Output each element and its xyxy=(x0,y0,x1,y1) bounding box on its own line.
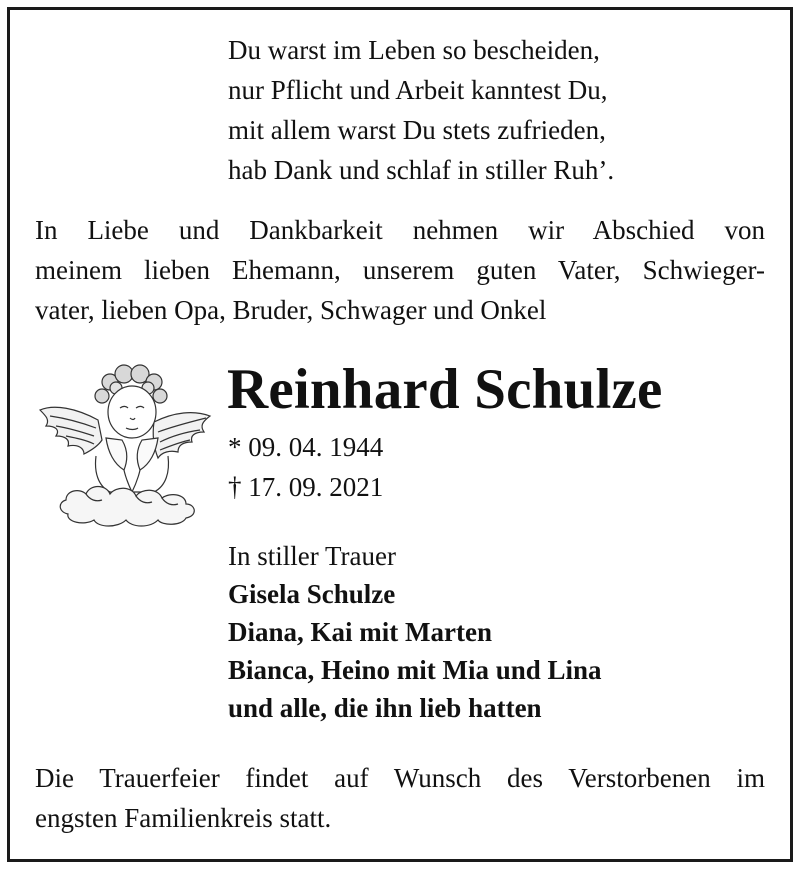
mourners-block xyxy=(228,537,602,727)
poem-line: mit allem warst Du stets zufrieden, xyxy=(228,115,606,145)
mourner-name: Bianca, Heino mit Mia und Lina xyxy=(228,655,602,685)
closing-line: Die Trauerfeier findet auf Wunsch des Verstorbenen im xyxy=(35,763,765,793)
life-dates xyxy=(228,427,383,507)
closing-line: engsten Familienkreis statt. xyxy=(35,803,332,833)
cherub-angel-icon xyxy=(36,360,214,530)
poem-line: Du warst im Leben so bescheiden, xyxy=(228,35,600,65)
mourner-name: Gisela Schulze xyxy=(228,579,396,609)
death-date: † 17. 09. 2021 xyxy=(228,472,384,502)
poem-line: nur Pflicht und Arbeit kanntest Du, xyxy=(228,75,608,105)
birth-date: * 09. 04. 1944 xyxy=(228,432,384,462)
intro-line: meinem lieben Ehemann, unserem guten Vater, Schwieger- xyxy=(35,255,765,285)
intro-line: vater, lieben Opa, Bruder, Schwager und Onkel xyxy=(35,295,547,325)
poem xyxy=(228,30,614,190)
mourner-name: und alle, die ihn lieb hatten xyxy=(228,693,542,723)
intro-line: In Liebe und Dankbarkeit nehmen wir Abschied von xyxy=(35,215,765,245)
mourner-name: Diana, Kai mit Marten xyxy=(228,617,492,647)
deceased-name: Reinhard Schulze xyxy=(227,358,663,421)
poem-line: hab Dank und schlaf in stiller Ruh’. xyxy=(228,155,615,185)
intro-paragraph xyxy=(35,210,765,330)
closing-paragraph xyxy=(35,758,765,838)
mourners-heading: In stiller Trauer xyxy=(228,541,396,571)
